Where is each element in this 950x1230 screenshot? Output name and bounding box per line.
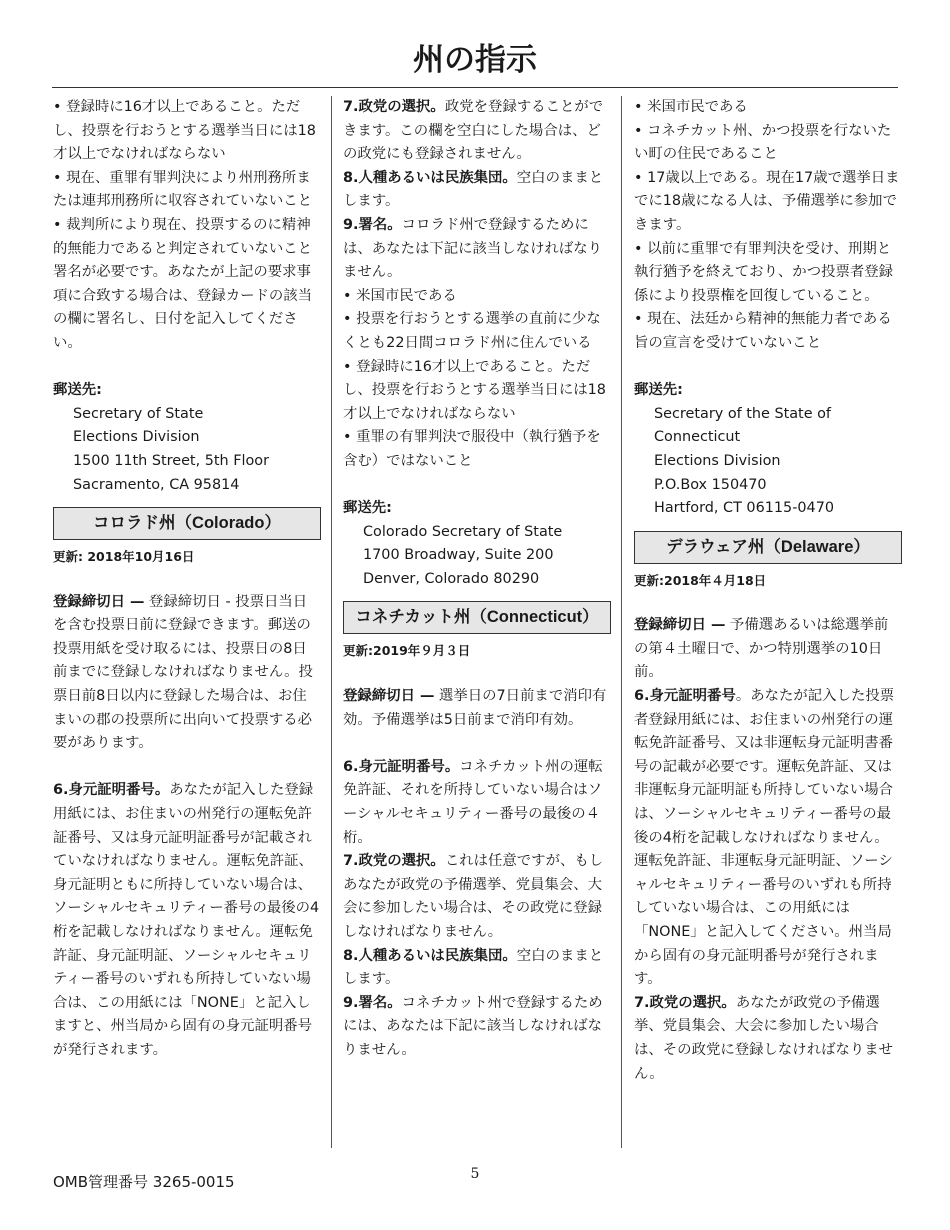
address-line: Elections Division bbox=[73, 429, 200, 446]
mailing-label: 郵送先: bbox=[634, 382, 683, 399]
address-line: Denver, Colorado 80290 bbox=[363, 570, 540, 587]
bullet-item: • 米国市民である bbox=[634, 99, 748, 115]
mailing-label: 郵送先: bbox=[343, 500, 392, 517]
address-line: 1700 Broadway, Suite 200 bbox=[363, 547, 554, 564]
id-number-section: 6.身元証明番号。あなたが記入した投票者登録用紙には、お住まいの州発行の運転免許証番号、又は非運転身元証明書番号の記載が必要です。運転免許証、又は非運転身元証明証も所持していない場合は、ソーシャルセキュリティー番号の最後の4桁を記載しなければなりません。運転免許証、非運転身元証明証、ソーシャルセキュリティー番号のいずれも所持していない場合は、この用紙には「NONE」と記入してください。州当局から固有の身元証明番号が発行されます。 bbox=[634, 688, 895, 988]
bullet-item: • 重罪の有罪判決で服役中（執行猶予を含む）ではないこと bbox=[343, 429, 601, 469]
bullet-item: • 登録時に16才以上であること。ただし、投票を行おうとする選挙当日には18才以上でなければならない bbox=[343, 358, 606, 422]
omb-control-number: OMB管理番号 3265-0015 bbox=[53, 1173, 235, 1191]
column-divider bbox=[331, 96, 332, 1148]
party-section: 7.政党の選択。政党を登録することができます。この欄を空白にした場合は、どの政党にも登録されません。 bbox=[343, 99, 604, 163]
column-2 bbox=[343, 96, 611, 1063]
bullet-item: • 登録時に16才以上であること。ただし、投票を行おうとする選挙当日には18才以上でなければならない bbox=[53, 99, 316, 163]
party-section: 7.政党の選択。あなたが政党の予備選挙、党員集会、大会に参加したい場合は、その政党に登録しなければなりません。 bbox=[634, 994, 894, 1082]
race-section: 8.人種あるいは民族集団。空白のままとします。 bbox=[343, 169, 604, 210]
race-section: 8.人種あるいは民族集団。空白のままとします。 bbox=[343, 947, 604, 988]
id-number-section: 6.身元証明番号。あなたが記入した登録用紙には、お住まいの州発行の運転免許証番号、又は身元証明証番号が記載されていなければなりません。運転免許証、身元証明ともに所持していない場合は、ソーシャルセキュリティー番号の最後の4桁を記載しなければなりません。運転免許証、身元証明証、ソーシャルセキュリティー番号のいずれも所持していない場合は、この用紙には「NONE」と記入しますと、州当局から固有の身元証明番号が発行されます。 bbox=[53, 782, 320, 1058]
signature-section: 9.署名。コロラド州で登録するためには、あなたは下記に該当しなければなりません。 bbox=[343, 216, 603, 281]
bullet-item: • 裁判所により現在、投票するのに精神的無能力であると判定されていないこと bbox=[53, 216, 313, 257]
updated-date: 更新:2019年９月３日 bbox=[343, 643, 471, 659]
bullet-item: • 現在、法廷から精神的無能力者である旨の宣言を受けていないこと bbox=[634, 311, 892, 351]
address-line: Hartford, CT 06115-0470 bbox=[654, 500, 835, 517]
address-line: 1500 11th Street, 5th Floor bbox=[73, 452, 270, 469]
address-line: Colorado Secretary of State bbox=[363, 523, 563, 540]
updated-date: 更新:2018年４月18日 bbox=[634, 572, 767, 588]
mailing-label: 郵送先: bbox=[53, 382, 102, 399]
page-title: 州の指示 bbox=[413, 42, 537, 78]
title-divider bbox=[52, 87, 898, 88]
signature-section: 9.署名。コネチカット州で登録するためには、あなたは下記に該当しなければなりません。 bbox=[343, 994, 603, 1058]
bullet-item: • コネチカット州、かつ投票を行ないたい町の住民であること bbox=[634, 122, 892, 163]
updated-date: 更新: 2018年10月16日 bbox=[53, 549, 195, 565]
registration-deadline: 登録締切日 — 予備選あるいは総選挙前の第４土曜日で、かつ特別選挙の10日前。 bbox=[634, 617, 889, 681]
bullet-item: • 17歳以上である。現在17歳で選挙日までに18歳になる人は、予備選挙に参加できます。 bbox=[634, 169, 900, 233]
state-heading-delaware: デラウェア州（Delaware） bbox=[634, 531, 902, 564]
address-line: Secretary of the State of bbox=[654, 405, 831, 422]
address-line: Connecticut bbox=[654, 429, 741, 446]
id-number-section: 6.身元証明番号。コネチカット州の運転免許証、それを所持していない場合はソーシャルセキュリティー番号の最後の４桁。 bbox=[343, 758, 603, 846]
bullet-item: • 投票を行おうとする選挙の直前に少なくとも22日間コロラド州に住んでいる bbox=[343, 311, 601, 351]
bullet-item: • 現在、重罪有罪判決により州刑務所または連邦刑務所に収容されていないこと bbox=[53, 169, 313, 210]
column-1 bbox=[53, 96, 321, 1063]
address-line: Elections Division bbox=[654, 452, 781, 469]
column-divider bbox=[621, 96, 622, 1148]
state-heading-colorado: コロラド州（Colorado） bbox=[53, 507, 321, 540]
bullet-item: • 以前に重罪で有罪判決を受け、刑期と 執行猶予を終えており、かつ投票者登録係により投票権を回復していること。 bbox=[634, 240, 894, 304]
registration-deadline: 登録締切日 — 選挙日の7日前まで消印有効。予備選挙は5日前まで消印有効。 bbox=[343, 688, 607, 728]
column-3 bbox=[634, 96, 902, 1086]
signature-instructions: 署名が必要です。あなたが上記の要求事項に合致する場合は、登録カードの該当の欄に署名し、日付を記入してください。 bbox=[53, 264, 313, 351]
bullet-item: • 米国市民である bbox=[343, 287, 457, 304]
state-heading-connecticut: コネチカット州（Connecticut） bbox=[343, 601, 611, 634]
address-line: Sacramento, CA 95814 bbox=[73, 476, 240, 493]
address-line: Secretary of State bbox=[73, 405, 204, 422]
registration-deadline: 登録締切日 — 登録締切日 - 投票日当日を含む投票日前に登録できます。郵送の投票用紙を受け取るには、投票日の8日前までに登録しなければなりません。投票日前8日以内に登録した場合は、お住まいの郡の投票所に出向いて投票する必要があります。 bbox=[53, 593, 313, 752]
address-line: P.O.Box 150470 bbox=[654, 476, 767, 493]
page-number: 5 bbox=[470, 1166, 480, 1182]
party-section: 7.政党の選択。これは任意ですが、もしあなたが政党の予備選挙、党員集会、大会に参加したい場合は、その政党に登録しなければなりません。 bbox=[343, 853, 604, 940]
